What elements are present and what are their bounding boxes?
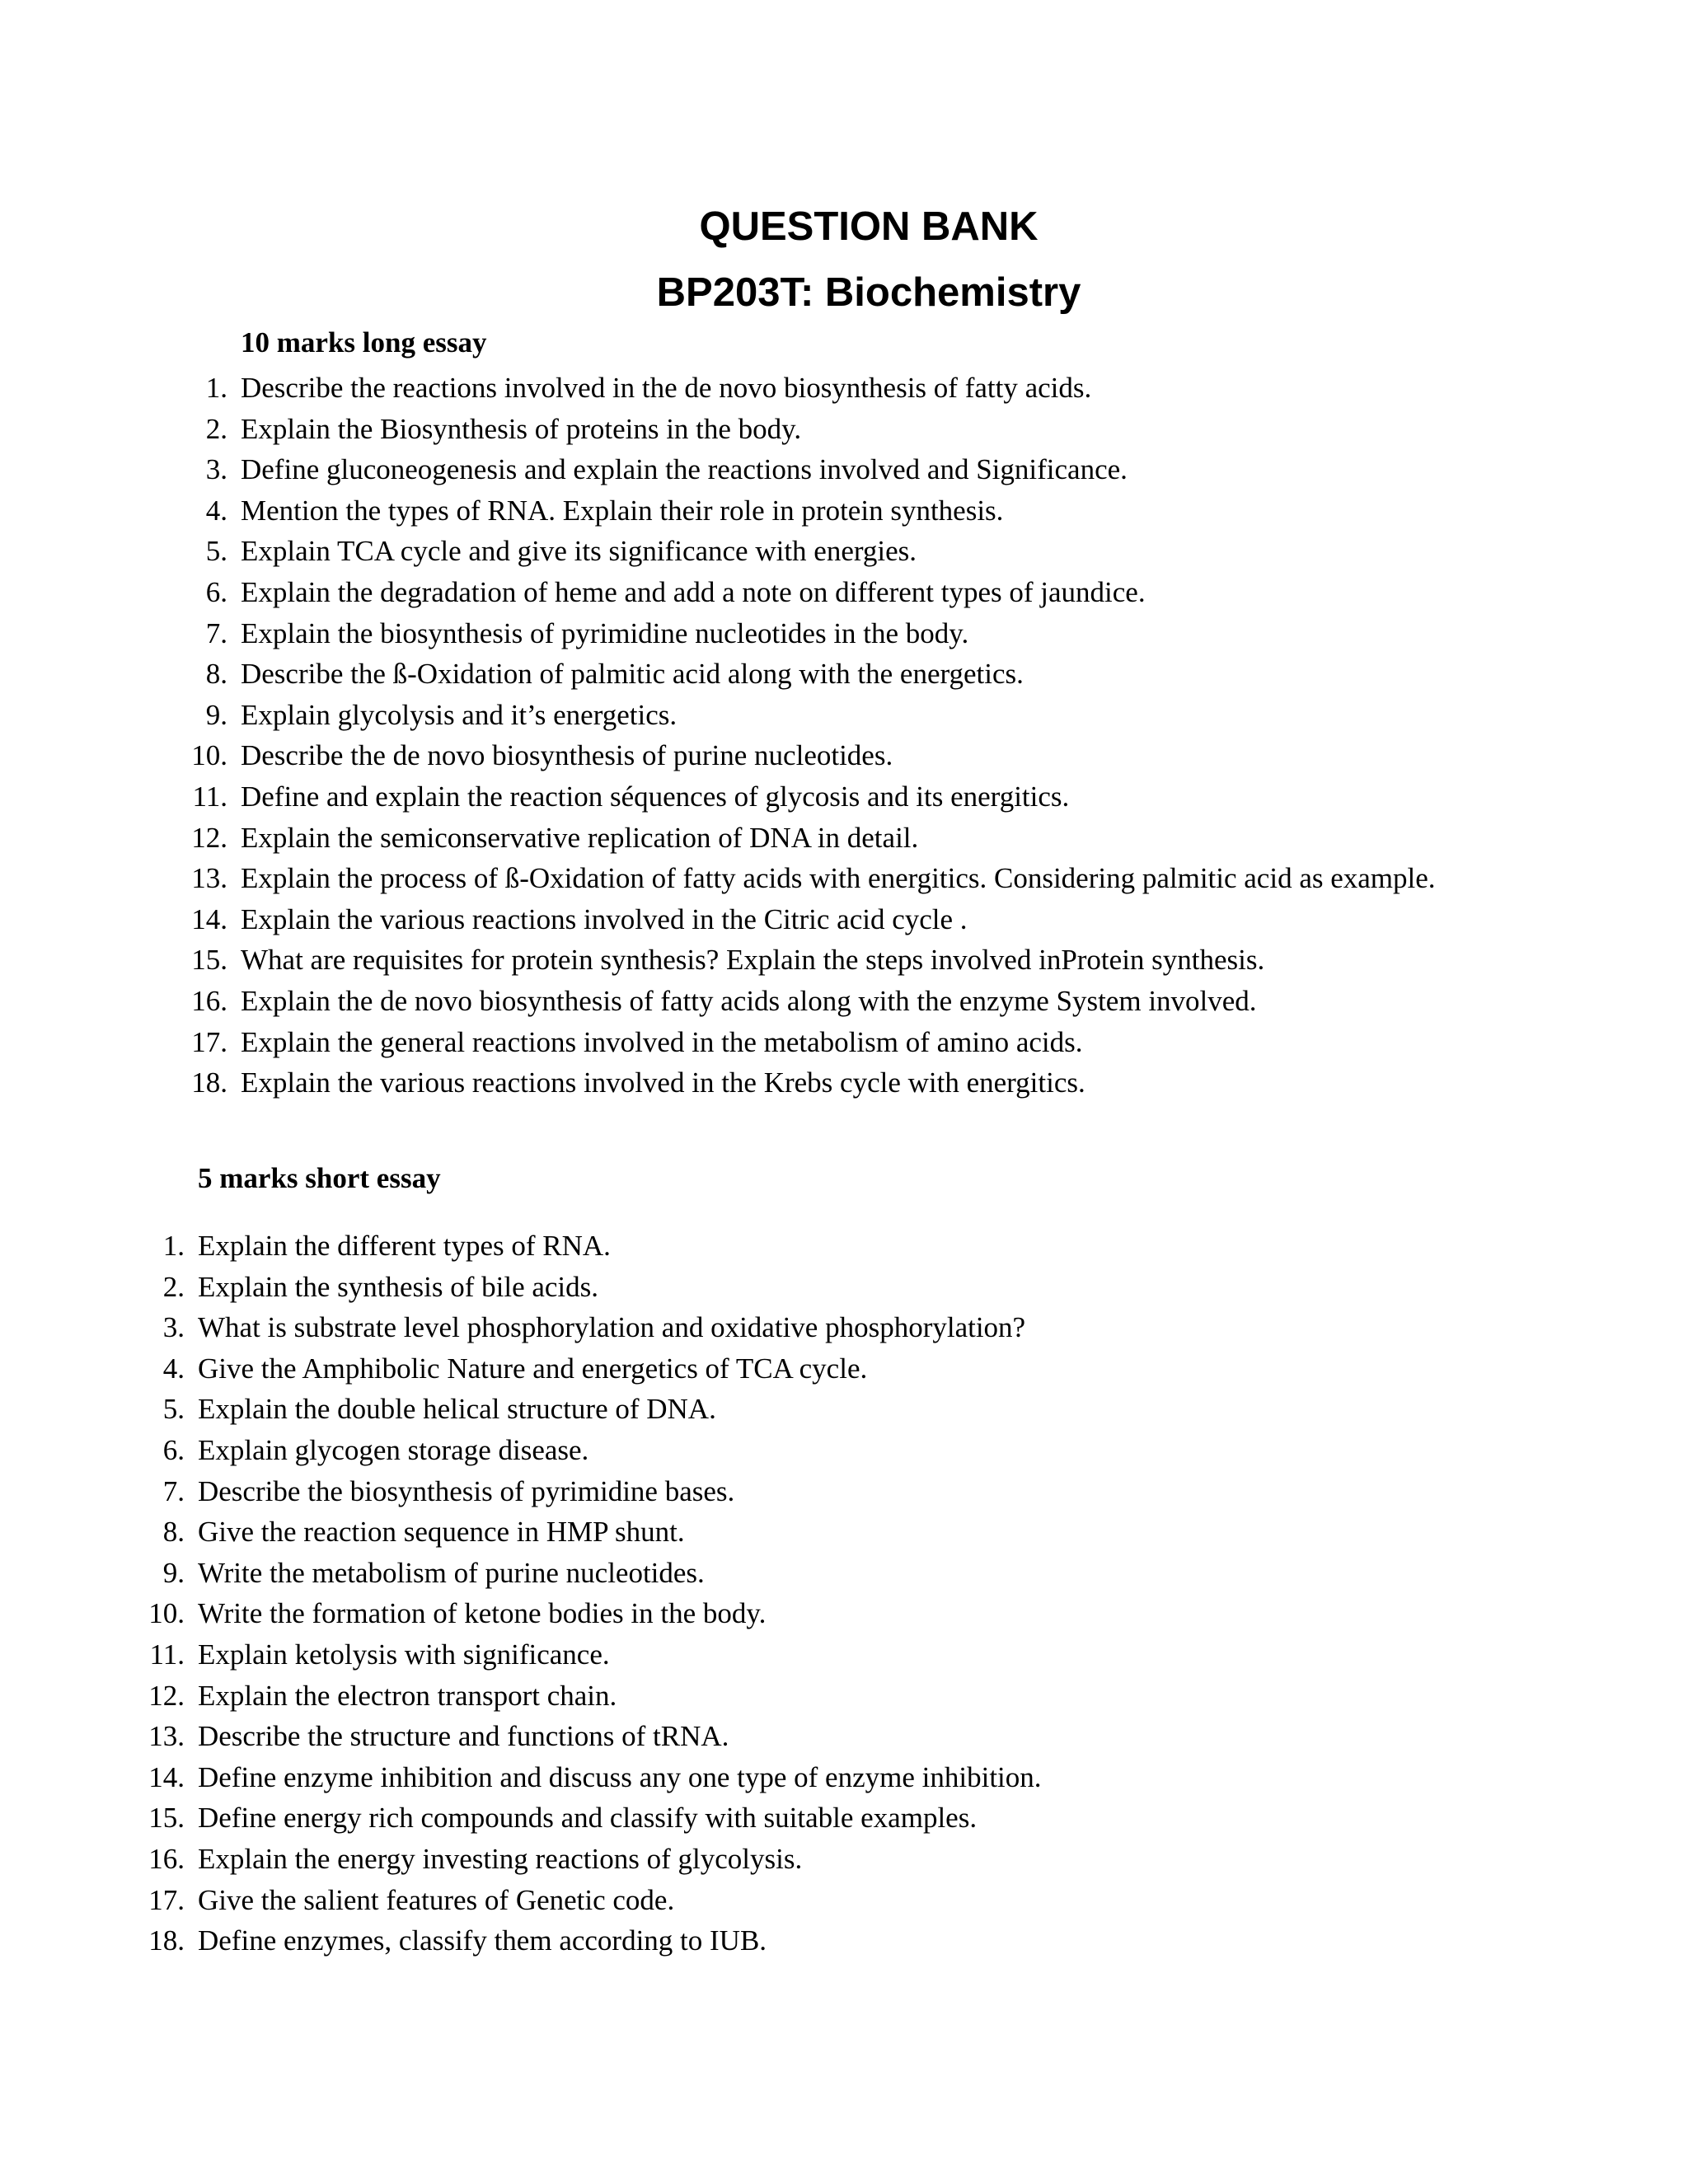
question-number: 4. (205, 494, 227, 527)
question-number: 3. (162, 1311, 185, 1344)
question-number: 14. (148, 1760, 185, 1793)
question-item (148, 1757, 1352, 1798)
question-item (162, 1389, 1352, 1430)
question-text: Explain the process of ß-Oxidation of fatty acids with energitics. Considering palmitic acid as example. (241, 862, 1436, 895)
question-item (162, 1226, 1352, 1267)
question-item (205, 654, 1461, 695)
question-item (191, 735, 1461, 776)
question-item (162, 1307, 1352, 1348)
question-number: 15. (191, 944, 227, 977)
question-number: 7. (205, 616, 227, 649)
question-item (205, 695, 1461, 736)
question-item (205, 449, 1461, 490)
question-number: 4. (162, 1352, 185, 1385)
question-item (149, 1634, 1352, 1675)
question-item (191, 940, 1461, 981)
question-text: Explain the degradation of heme and add a note on different types of jaundice. (241, 575, 1146, 608)
question-text: Describe the structure and functions of tRNA. (198, 1720, 729, 1753)
question-number: 1. (205, 372, 227, 404)
question-number: 18. (191, 1066, 227, 1099)
question-number: 7. (162, 1474, 185, 1507)
question-text: Explain the energy investing reactions of glycolysis. (198, 1842, 803, 1875)
question-item (205, 572, 1461, 613)
question-text: What is substrate level phosphorylation and oxidative phosphorylation? (198, 1311, 1026, 1344)
question-text: Explain the various reactions involved in the Krebs cycle with energitics. (241, 1066, 1085, 1099)
question-number: 15. (148, 1802, 185, 1835)
question-number: 2. (162, 1270, 185, 1303)
question-text: Define and explain the reaction séquences of glycosis and its energitics. (241, 780, 1070, 813)
question-number: 5. (162, 1393, 185, 1426)
question-text: Define enzymes, classify them according to IUB. (198, 1924, 767, 1957)
question-text: Explain the Biosynthesis of proteins in the body. (241, 412, 802, 445)
question-item (148, 1920, 1352, 1961)
question-number: 2. (205, 412, 227, 445)
question-text: Describe the reactions involved in the de novo biosynthesis of fatty acids. (241, 372, 1092, 404)
question-number: 3. (205, 453, 227, 486)
question-number: 5. (205, 535, 227, 568)
question-text: Explain glycogen storage disease. (198, 1433, 589, 1466)
question-number: 8. (162, 1516, 185, 1549)
question-item (162, 1471, 1352, 1512)
question-item (162, 1348, 1352, 1390)
long-essay-question-list (191, 368, 1461, 1104)
question-item (162, 1511, 1352, 1553)
question-item (162, 1267, 1352, 1308)
question-text: Write the formation of ketone bodies in the body. (198, 1597, 767, 1630)
question-text: Explain the general reactions involved in the metabolism of amino acids. (241, 1025, 1083, 1058)
question-number: 12. (191, 821, 227, 854)
question-number: 14. (191, 902, 227, 935)
question-item (148, 1675, 1352, 1717)
question-number: 8. (205, 658, 227, 691)
question-text: Explain the various reactions involved in the Citric acid cycle . (241, 902, 968, 935)
question-text: Define energy rich compounds and classify with suitable examples. (198, 1802, 978, 1835)
question-number: 6. (162, 1433, 185, 1466)
question-number: 13. (191, 862, 227, 895)
question-text: Write the metabolism of purine nucleotides. (198, 1556, 705, 1589)
question-item (148, 1880, 1352, 1921)
question-text: Explain the double helical structure of DNA. (198, 1393, 716, 1426)
question-text: Explain the synthesis of bile acids. (198, 1270, 599, 1303)
question-number: 16. (191, 984, 227, 1017)
question-text: Define gluconeogenesis and explain the reactions involved and Significance. (241, 453, 1128, 486)
question-item (191, 981, 1461, 1022)
question-item (191, 1022, 1461, 1063)
question-number: 9. (205, 698, 227, 731)
short-essay-question-list (148, 1226, 1352, 1961)
question-number: 10. (148, 1597, 185, 1630)
question-text: Explain the biosynthesis of pyrimidine nucleotides in the body. (241, 616, 969, 649)
question-text: Give the Amphibolic Nature and energetics of TCA cycle. (198, 1352, 868, 1385)
question-number: 6. (205, 575, 227, 608)
question-number: 11. (192, 780, 227, 813)
question-text: Explain glycolysis and it’s energetics. (241, 698, 678, 731)
question-item (192, 776, 1461, 818)
question-text: Give the salient features of Genetic code. (198, 1883, 675, 1916)
question-number: 16. (148, 1842, 185, 1875)
question-number: 11. (149, 1638, 185, 1671)
question-number: 18. (148, 1924, 185, 1957)
question-item (162, 1553, 1352, 1594)
question-number: 17. (148, 1883, 185, 1916)
question-text: Give the reaction sequence in HMP shunt. (198, 1516, 685, 1549)
question-text: Explain the electron transport chain. (198, 1679, 617, 1712)
question-number: 17. (191, 1025, 227, 1058)
question-item (205, 613, 1461, 654)
question-item (162, 1430, 1352, 1471)
question-item (191, 1062, 1461, 1104)
question-text: Explain the different types of RNA. (198, 1230, 611, 1262)
question-item (191, 899, 1461, 940)
question-item (191, 818, 1461, 859)
document-subtitle: BP203T: Biochemistry (656, 270, 1081, 315)
question-item (148, 1839, 1352, 1880)
section-heading-short-essay: 5 marks short essay (198, 1162, 441, 1194)
question-text: Explain TCA cycle and give its significance with energies. (241, 535, 917, 568)
title-block (0, 194, 1688, 326)
question-item (205, 409, 1461, 450)
question-number: 13. (148, 1720, 185, 1753)
question-text: Describe the biosynthesis of pyrimidine bases. (198, 1474, 735, 1507)
question-number: 1. (162, 1230, 185, 1262)
question-text: Explain the semiconservative replication of DNA in detail. (241, 821, 919, 854)
question-number: 10. (191, 739, 227, 772)
question-text: Describe the de novo biosynthesis of purine nucleotides. (241, 739, 893, 772)
question-item (148, 1797, 1352, 1839)
question-number: 9. (162, 1556, 185, 1589)
question-item (148, 1716, 1352, 1757)
question-text: What are requisites for protein synthesis? Explain the steps involved inProtein synthesis. (241, 944, 1265, 977)
section-heading-long-essay: 10 marks long essay (241, 326, 487, 359)
question-item (205, 531, 1461, 572)
question-text: Explain the de novo biosynthesis of fatty acids along with the enzyme System involved. (241, 984, 1257, 1017)
question-item (205, 368, 1461, 409)
question-item (205, 490, 1461, 532)
question-text: Explain ketolysis with significance. (198, 1638, 610, 1671)
question-text: Mention the types of RNA. Explain their role in protein synthesis. (241, 494, 1004, 527)
question-text: Define enzyme inhibition and discuss any one type of enzyme inhibition. (198, 1760, 1042, 1793)
question-item (191, 858, 1461, 899)
document-title: QUESTION BANK (699, 204, 1039, 249)
question-number: 12. (148, 1679, 185, 1712)
question-text: Describe the ß-Oxidation of palmitic acid along with the energetics. (241, 658, 1024, 691)
question-item (148, 1593, 1352, 1634)
